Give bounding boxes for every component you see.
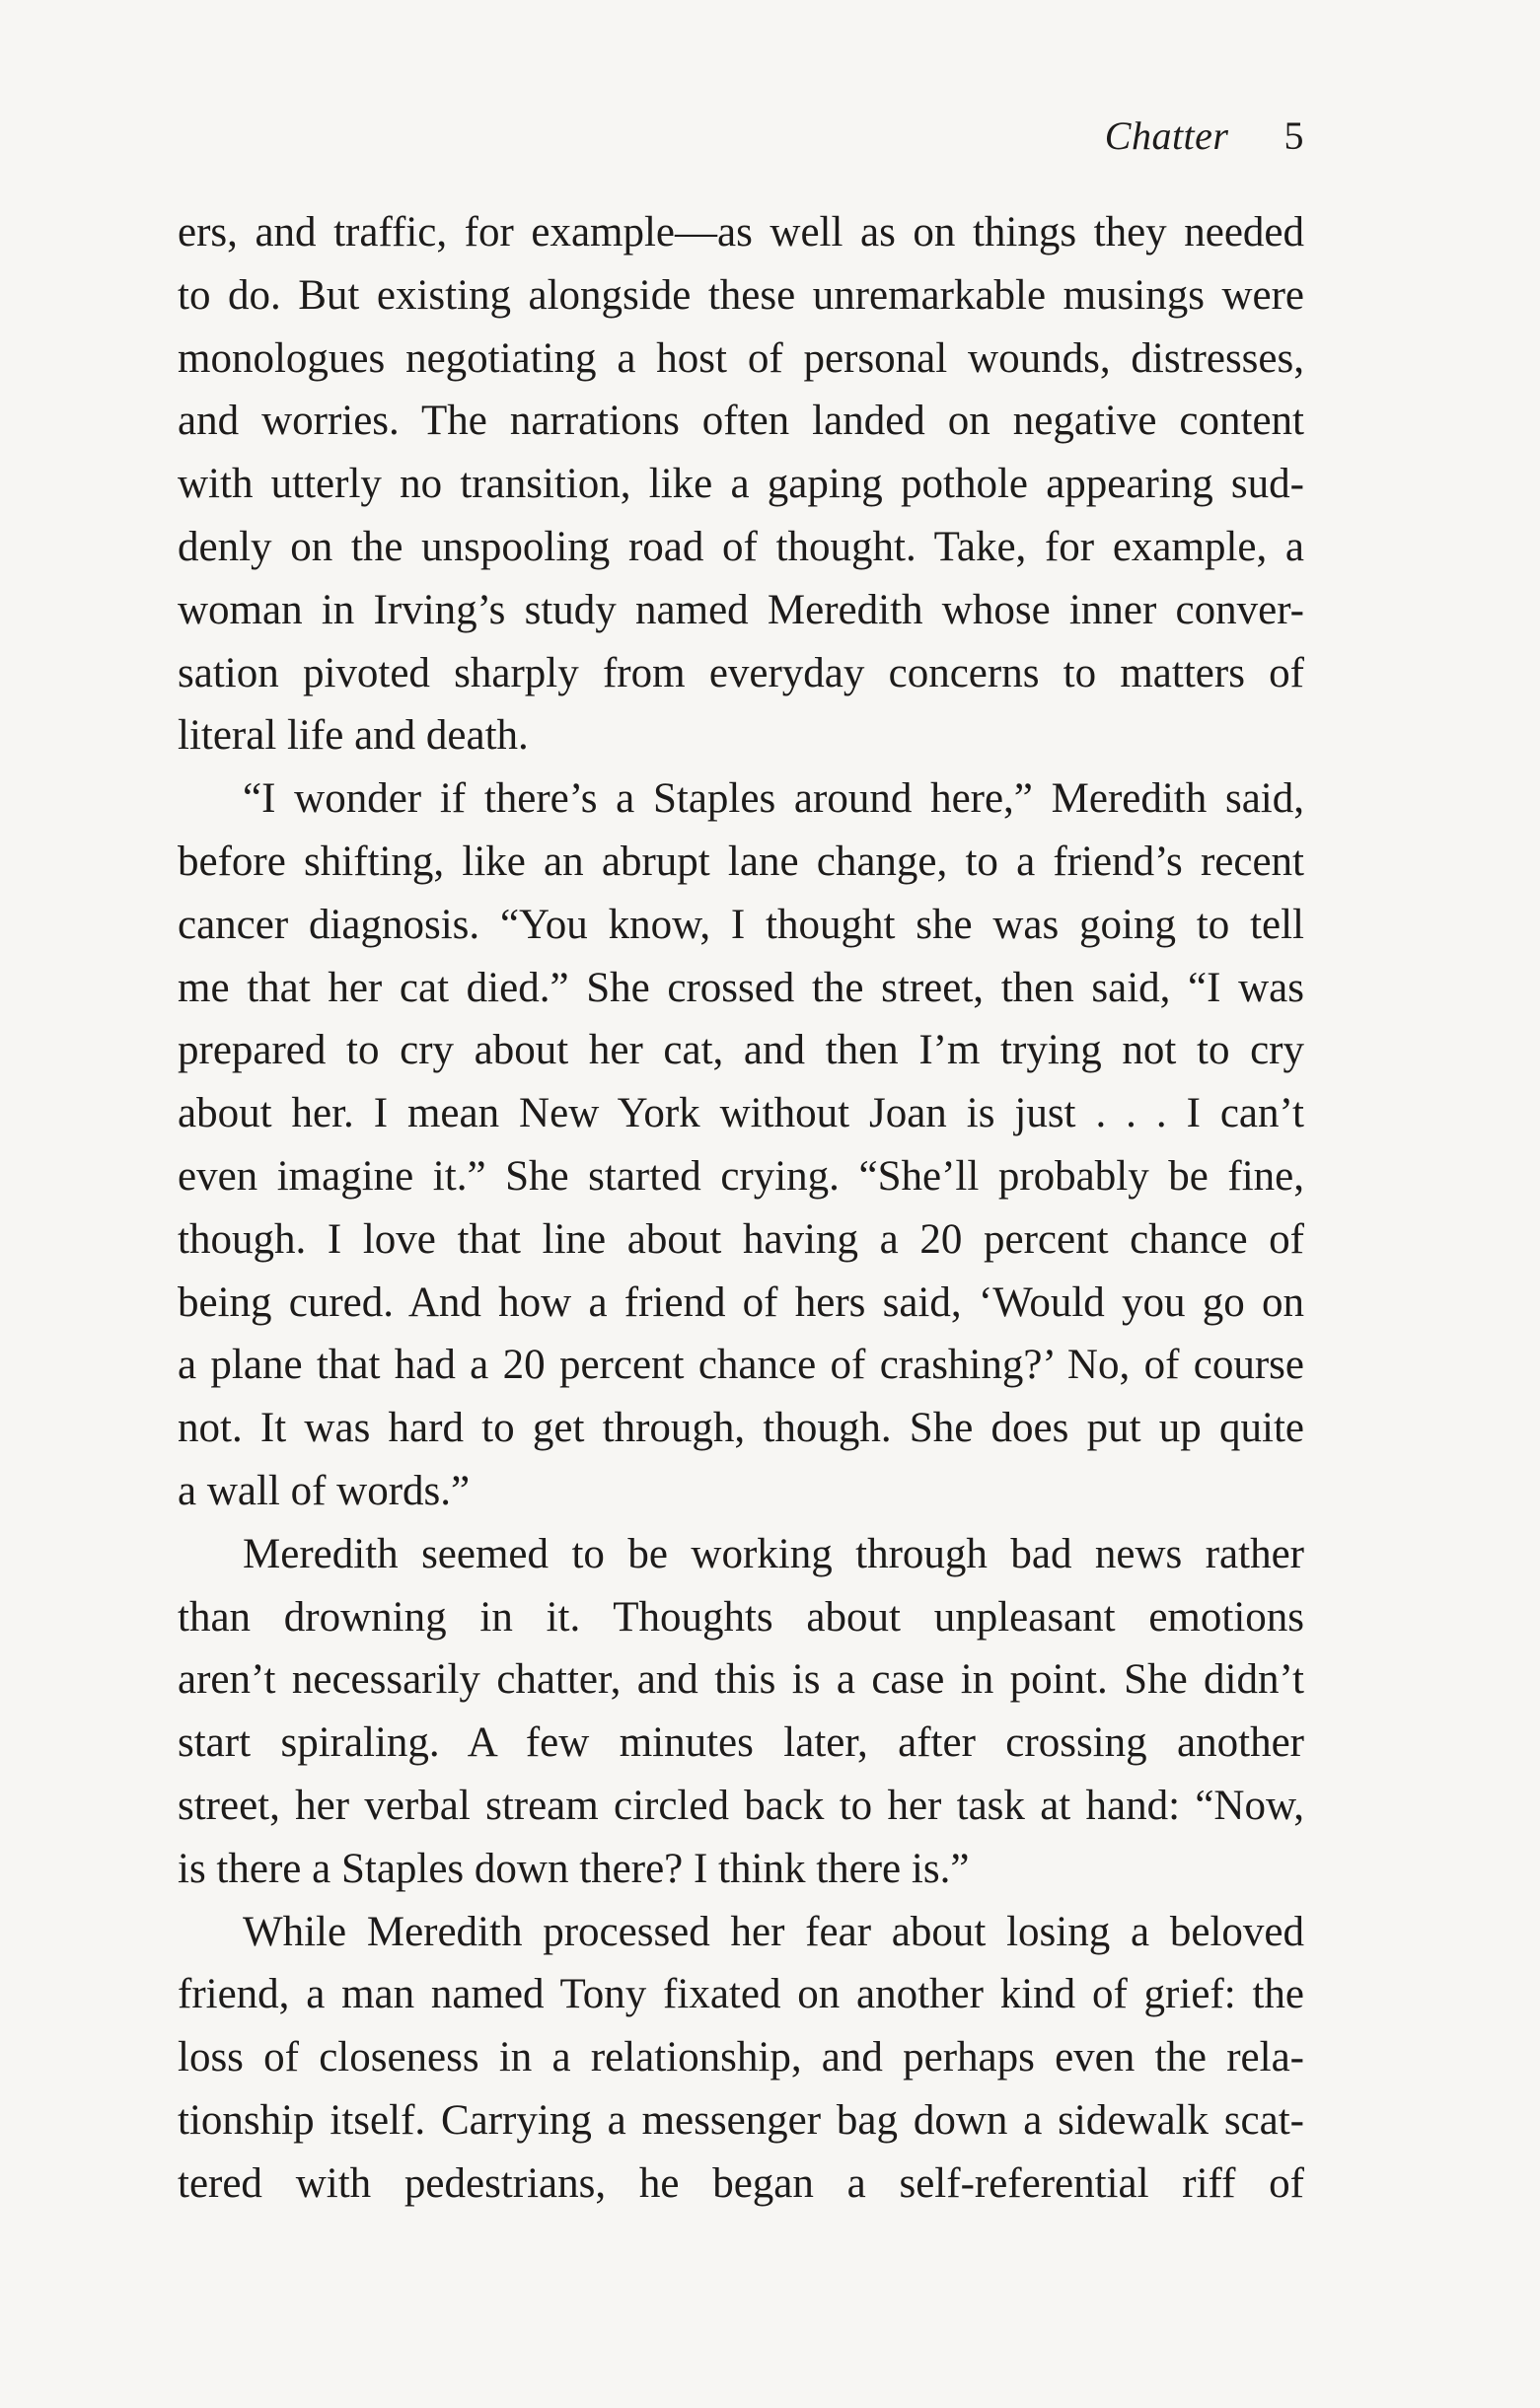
text-line: tered with pedestrians, he began a self-referential riff of [178, 2159, 1304, 2207]
text-line: ers, and traffic, for example—as well as on things they needed [178, 209, 1304, 255]
text-line: cancer diagnosis. “You know, I thought she was going to tell [178, 901, 1304, 948]
text-line: denly on the unspooling road of thought. Take, for example, a [178, 523, 1304, 570]
running-head [178, 107, 1304, 166]
running-head-title: Chatter [1104, 113, 1229, 158]
text-line: prepared to cry about her cat, and then I’m trying not to cry [178, 1027, 1304, 1074]
text-line: to do. But existing alongside these unremarkable musings were [178, 271, 1304, 319]
text-line: about her. I mean New York without Joan is just . . . I can’t [178, 1090, 1304, 1137]
text-line: a plane that had a 20 percent chance of crashing?’ No, of course [178, 1342, 1304, 1389]
text-line: a wall of words.” [178, 1467, 471, 1514]
text-line: literal life and death. [178, 712, 529, 760]
text-line: start spiraling. A few minutes later, after crossing another [178, 1719, 1304, 1767]
text-line: monologues negotiating a host of personal wounds, distresses, [178, 334, 1304, 382]
text-line: friend, a man named Tony fixated on another kind of grief: the [178, 1971, 1304, 2018]
text-line: me that her cat died.” She crossed the street, then said, “I was [178, 964, 1304, 1011]
paragraph-3 [178, 1523, 1304, 1901]
text-line: tionship itself. Carrying a messenger bag down a sidewalk scat- [178, 2096, 1304, 2144]
text-line: and worries. The narrations often landed on negative content [178, 398, 1304, 445]
paragraph-2 [178, 767, 1304, 1523]
text-line: Meredith seemed to be working through bad news rather [243, 1530, 1304, 1577]
text-line: sation pivoted sharply from everyday concerns to matters of [178, 649, 1304, 696]
page-number: 5 [1283, 113, 1304, 158]
text-line: aren’t necessarily chatter, and this is a case in point. She didn’t [178, 1656, 1304, 1704]
paragraph-4 [178, 1901, 1304, 2216]
text-line: than drowning in it. Thoughts about unpleasant emotions [178, 1593, 1304, 1641]
text-line: with utterly no transition, like a gaping pothole appearing sud- [178, 461, 1304, 508]
text-line: even imagine it.” She started crying. “She’ll probably be fine, [178, 1152, 1304, 1200]
text-line: though. I love that line about having a 20 percent chance of [178, 1215, 1304, 1263]
text-line: before shifting, like an abrupt lane change, to a friend’s recent [178, 838, 1304, 885]
text-line: woman in Irving’s study named Meredith whose inner conver- [178, 586, 1304, 633]
text-line: street, her verbal stream circled back to her task at hand: “Now, [178, 1782, 1304, 1829]
body-text [178, 201, 1304, 2216]
text-line: loss of closeness in a relationship, and perhaps even the rela- [178, 2034, 1304, 2081]
text-line: “I wonder if there’s a Staples around here,” Meredith said, [243, 775, 1304, 823]
text-line: not. It was hard to get through, though. She does put up quite [178, 1405, 1304, 1452]
text-line: being cured. And how a friend of hers said, ‘Would you go on [178, 1278, 1304, 1326]
text-line: is there a Staples down there? I think there is.” [178, 1845, 970, 1892]
text-line: While Meredith processed her fear about losing a beloved [243, 1908, 1304, 1955]
paragraph-1 [178, 201, 1304, 767]
